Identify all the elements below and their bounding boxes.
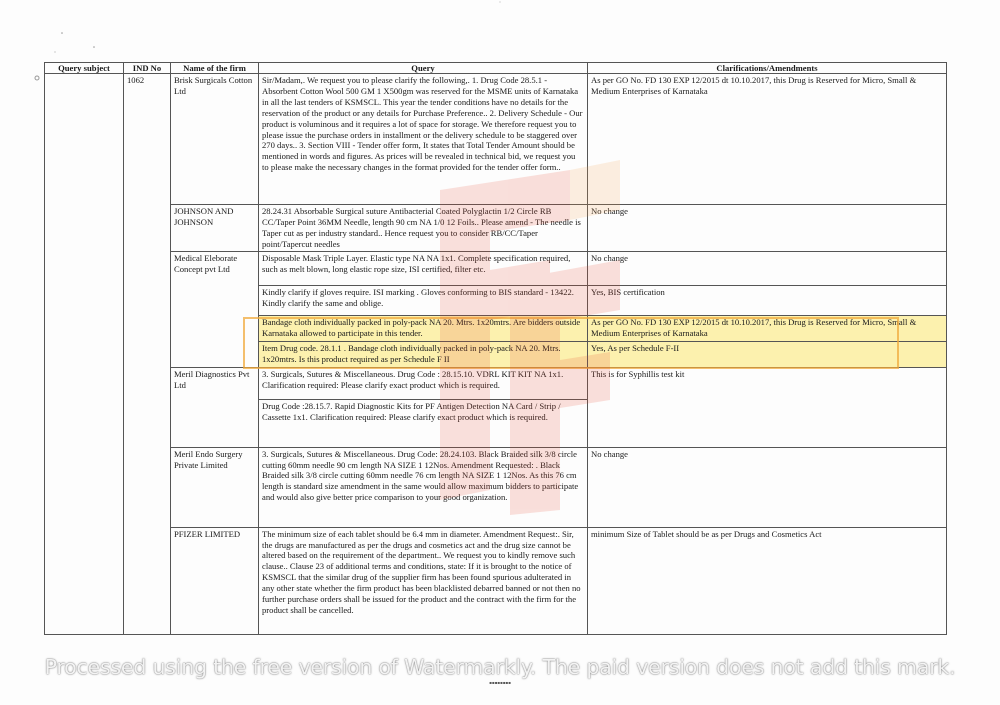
header-query-subject: Query subject [45,63,124,74]
table-row [45,205,947,252]
ind-no-cell: 1062 [124,74,171,635]
clarification-cell: As per GO No. FD 130 EXP 12/2015 dt 10.10.2017, this Drug is Reserved for Micro, Small & Medium Enterprises of Karnataka [588,315,947,341]
query-cell: Disposable Mask Triple Layer. Elastic type NA NA 1x1. Complete specification required, such as melt blown, long elastic rope size, ISI certified, filter etc. [259,251,588,285]
clarification-cell: No change [588,251,947,285]
header-query: Query [259,63,588,74]
firm-cell: Medical Eleborate Concept pvt Ltd [171,251,259,367]
header-clarifications: Clarifications/Amendments [588,63,947,74]
query-cell: Item Drug code. 28.1.1 . Bandage cloth individually packed in poly-pack NA 20. Mtrs. 1x20mtrs. Is this product required as per Schedule F II [259,341,588,367]
query-cell: 3. Surgicals, Sutures & Miscellaneous. Drug Code : 28.15.10. VDRL KIT KIT NA 1x1. Clarification required: Please clarify exact product which is required. [259,367,588,399]
firm-cell: Meril Diagnostics Pvt Ltd [171,367,259,447]
page-footer-mark: ▪▪▪▪▪▪▪▪ [489,680,511,685]
table-header-row [45,63,947,74]
query-cell: Drug Code :28.15.7. Rapid Diagnostic Kits for PF Antigen Detection NA Card / Strip / Cassette 1x1. Clarification required: Please clarify exact product which is required. [259,399,588,447]
clarification-cell: As per GO No. FD 130 EXP 12/2015 dt 10.10.2017, this Drug is Reserved for Micro, Small & Medium Enterprises of Karnataka [588,74,947,205]
query-cell: 28.24.31 Absorbable Surgical suture Antibacterial Coated Polyglactin 1/2 Circle RB CC/Taper Point 36MM Needle, length 90 cm NA 1/0 12 Foils.. Please amend - The needle is Taper cut as per industry standard.. Hence request you to consider RB/CC/Taper point/Tapercut needles [259,205,588,252]
table-row [45,367,947,399]
clarification-cell: This is for Syphillis test kit [588,367,947,447]
watermark-text: Processed using the free version of Watermarkly. The paid version does not add this mark. [44,655,956,679]
clarification-cell: Yes, As per Schedule F-II [588,341,947,367]
clarification-cell: minimum Size of Tablet should be as per Drugs and Cosmetics Act [588,527,947,634]
table-row [45,447,947,527]
query-table [44,62,947,635]
firm-cell: Brisk Surgicals Cotton Ltd [171,74,259,205]
clarification-cell: No change [588,205,947,252]
query-cell: 3. Surgicals, Sutures & Miscellaneous. Drug Code: 28.24.103. Black Braided silk 3/8 circle cutting 60mm needle 90 cm length NA SIZE 1 12Nos. Amendment Requested: . Black Braided silk 3/8 circle cutting 60mm needle 76 cm length NA SIZE 1 12Nos. As this 76 cm length is standard size amendment in the same would allow maximum bidders to participate and would also give better price comparison to your good organization. [259,447,588,527]
firm-cell: JOHNSON AND JOHNSON [171,205,259,252]
query-cell: The minimum size of each tablet should be 6.4 mm in diameter. Amendment Request:. Sir, the drugs are manufactured as per the drugs and cosmetics act and the drug size cannot be altered based on the requirement of the department.. We request you to kindly remove such clause.. Clause 23 of additional terms and conditions, state: If it is brought to the notice of KSMSCL that the similar drug of the supplier firm has been found spurious adulterated in any other state whether the firm product has been blacklisted debarred banned or not then no further purchase orders shall be issued for the product and the contract with the firm for the product shall be cancelled. [259,527,588,634]
header-firm-name: Name of the firm [171,63,259,74]
header-ind-no: IND No [124,63,171,74]
clarification-cell: Yes, BIS certification [588,285,947,315]
table-row [45,527,947,634]
query-cell: Kindly clarify if gloves require. ISI marking . Gloves conforming to BIS standard - 13422. Kindly clarify the same and oblige. [259,285,588,315]
query-cell: Bandage cloth individually packed in poly-pack NA 20. Mtrs. 1x20mtrs. Are bidders outside Karnataka allowed to participate in this tender. [259,315,588,341]
query-subject-cell [45,74,124,635]
firm-cell: Meril Endo Surgery Private Limited [171,447,259,527]
firm-cell: PFIZER LIMITED [171,527,259,634]
table-row [45,251,947,285]
query-cell: Sir/Madam,. We request you to please clarify the following,. 1. Drug Code 28.5.1 - Absorbent Cotton Wool 500 GM 1 X500gm was reserved for the MSME units of Karnataka in all the last tenders of KSMSCL. This year the tender conditions have no details for the reservation of the product or any details for Purchase Preference.. 2. Delivery Schedule - Our product is voluminous and it requires a lot of space for storage. We therefore request you to please issue the purchase orders in installment or the delivery schedule to be staggered over 270 days.. 3. Section VIII - Tender offer form, It states that Total Tender Amount should be mentioned in words and figures. As prices will be revealed in technical bid, we request you to please make the necessary changes in the format provided for the tender offer form.. [259,74,588,205]
table-row [45,74,947,205]
clarification-cell: No change [588,447,947,527]
